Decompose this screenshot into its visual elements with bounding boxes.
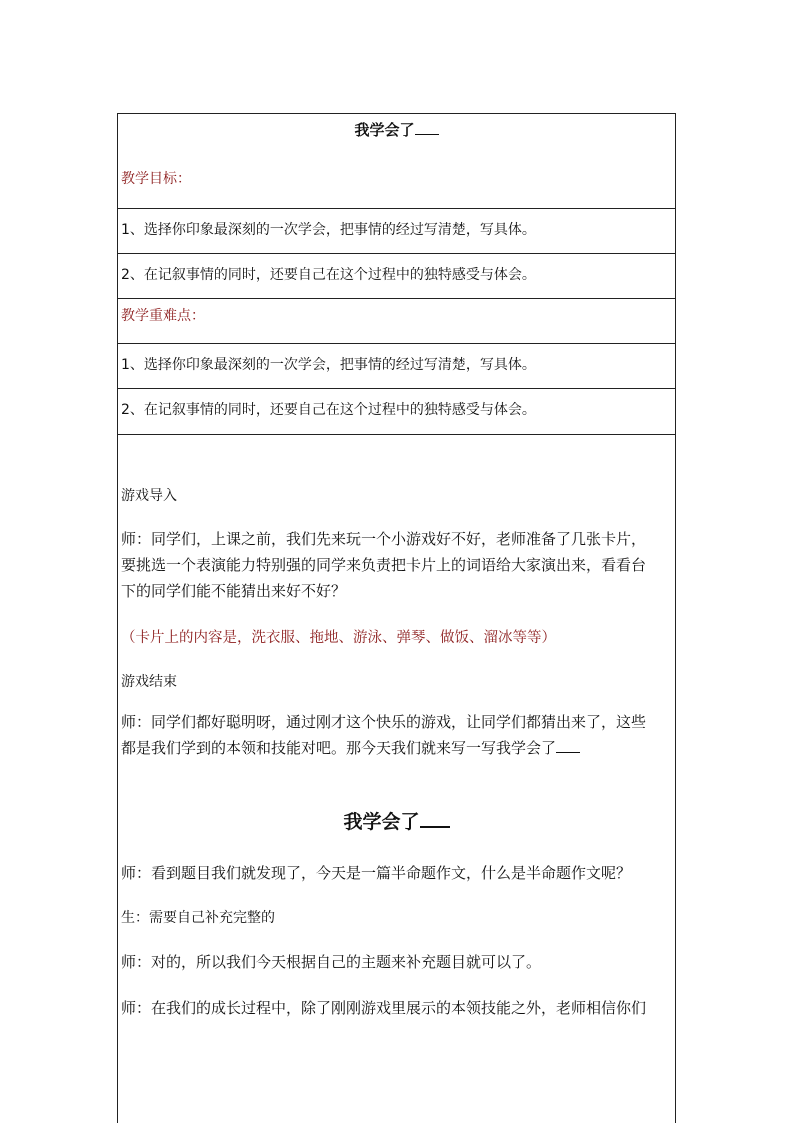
key-1: 1、选择你印象最深刻的一次学会，把事情的经过写清楚，写具体。	[121, 357, 536, 373]
teacher-1-line-1: 师：同学们，上课之前，我们先来玩一个小游戏好不好，老师准备了几张卡片，	[121, 530, 647, 548]
teacher-5: 师：在我们的成长过程中，除了刚刚游戏里展示的本领技能之外，老师相信你们	[121, 999, 647, 1017]
lesson-plan-table	[117, 113, 676, 1123]
goals-label: 教学目标：	[121, 171, 191, 187]
teacher-3: 师：看到题目我们就发现了，今天是一篇半命题作文，什么是半命题作文呢？	[121, 864, 632, 882]
student-1: 生：需要自己补充完整的	[121, 910, 275, 926]
key-row-1	[118, 344, 675, 389]
key-label: 教学重难点：	[121, 308, 205, 324]
goal-row-1	[118, 209, 675, 254]
card-note: （卡片上的内容是，洗衣服、拖地、游泳、弹琴、做饭、溜冰等等）	[121, 630, 556, 646]
teacher-paragraph-1	[121, 526, 672, 604]
teacher-paragraph-2	[121, 709, 672, 761]
goal-row-2	[118, 254, 675, 299]
title-blank	[415, 120, 439, 135]
key-row-2	[118, 389, 675, 435]
teacher-2-line-1: 师：同学们都好聪明呀，通过刚才这个快乐的游戏，让同学们都猜出来了，这些	[121, 713, 647, 731]
key-2: 2、在记叙事情的同时，还要自己在这个过程中的独特感受与体会。	[121, 402, 536, 418]
goal-2: 2、在记叙事情的同时，还要自己在这个过程中的独特感受与体会。	[121, 267, 536, 283]
teacher-1-line-2: 要挑选一个表演能力特别强的同学来负责把卡片上的词语给大家演出来，看看台	[121, 556, 647, 574]
goal-1: 1、选择你印象最深刻的一次学会，把事情的经过写清楚，写具体。	[121, 222, 536, 238]
goals-label-row	[118, 162, 675, 209]
title-row	[118, 114, 675, 162]
game-end: 游戏结束	[121, 674, 177, 690]
key-label-row	[118, 299, 675, 344]
game-intro: 游戏导入	[121, 488, 177, 504]
heading-blank	[420, 808, 450, 828]
teacher-4: 师：对的，所以我们今天根据自己的主题来补充题目就可以了。	[121, 953, 542, 971]
teacher-2-blank	[556, 738, 580, 753]
page-title: 我学会了	[118, 120, 675, 140]
teacher-2-line-2: 都是我们学到的本领和技能对吧。那今天我们就来写一写我学会了	[121, 735, 672, 761]
section-heading: 我学会了	[118, 808, 675, 835]
teacher-1-line-3: 下的同学们能不能猜出来好不好？	[121, 582, 347, 600]
